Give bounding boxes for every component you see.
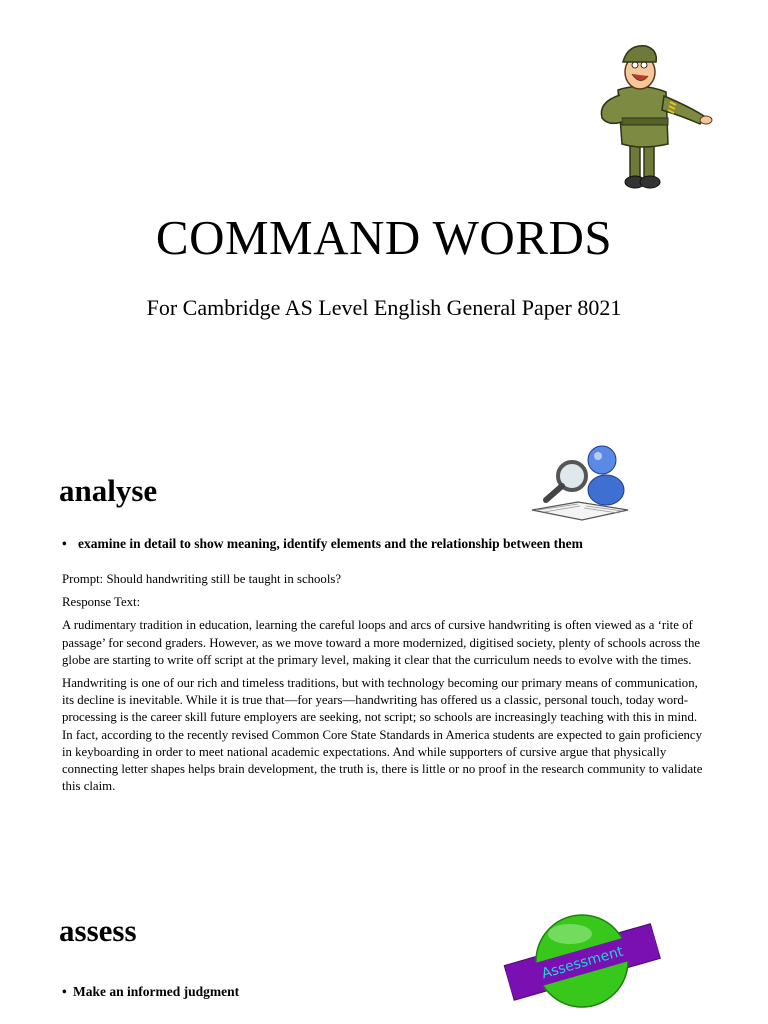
- response-paragraph: Handwriting is one of our rich and timeless traditions, but with technology becoming our primary means of communication, its decline is inevitable. While it is true that—for years—handwriting has offered us a classic, personal touch, today word-processing is the career skill future employers are seeking, not script; so schools are increasingly teaching with this in mind. In fact, according to the recently revised Common Core State Standards in America students are expected to gain proficiency in keyboarding in order to meet national academic expectations. And while supporters of cursive argue that physically connecting letter shapes helps brain development, the truth is, there is little or no proof in the research community to validate this claim.: [62, 676, 703, 794]
- section-heading-assess: assess: [59, 913, 137, 948]
- bullet-item: [62, 983, 239, 1001]
- bullet-icon: •: [62, 536, 67, 551]
- bullet-text: Make an informed judgment: [73, 984, 240, 999]
- cartoon-soldier-illustration: [588, 40, 718, 195]
- page-subtitle: For Cambridge AS Level English General Paper 8021: [146, 295, 622, 320]
- prompt-text: Prompt: Should handwriting still be taught in schools?: [62, 572, 342, 586]
- bullet-text: examine in detail to show meaning, identify elements and the relationship between them: [78, 536, 583, 551]
- section-heading-analyse: analyse: [59, 473, 158, 508]
- page-title: COMMAND WORDS: [155, 210, 613, 265]
- magnifying-glass-icon: [528, 440, 632, 524]
- response-label: Response Text:: [62, 595, 141, 610]
- analyse-body: [62, 571, 710, 801]
- bullet-icon: •: [62, 984, 67, 999]
- assessment-badge-label: Assessment: [539, 943, 626, 983]
- assessment-badge: [500, 898, 664, 1024]
- bullet-item: [62, 535, 583, 553]
- response-paragraph: A rudimentary tradition in education, learning the careful loops and arcs of cursive handwriting is often viewed as a ‘rite of passage’ for second graders. However, as we move toward a more modernized, digitised society, plenty of schools across the globe are starting to write off script at the primary level, making it clear that the curriculum needs to evolve with the times.: [62, 618, 701, 667]
